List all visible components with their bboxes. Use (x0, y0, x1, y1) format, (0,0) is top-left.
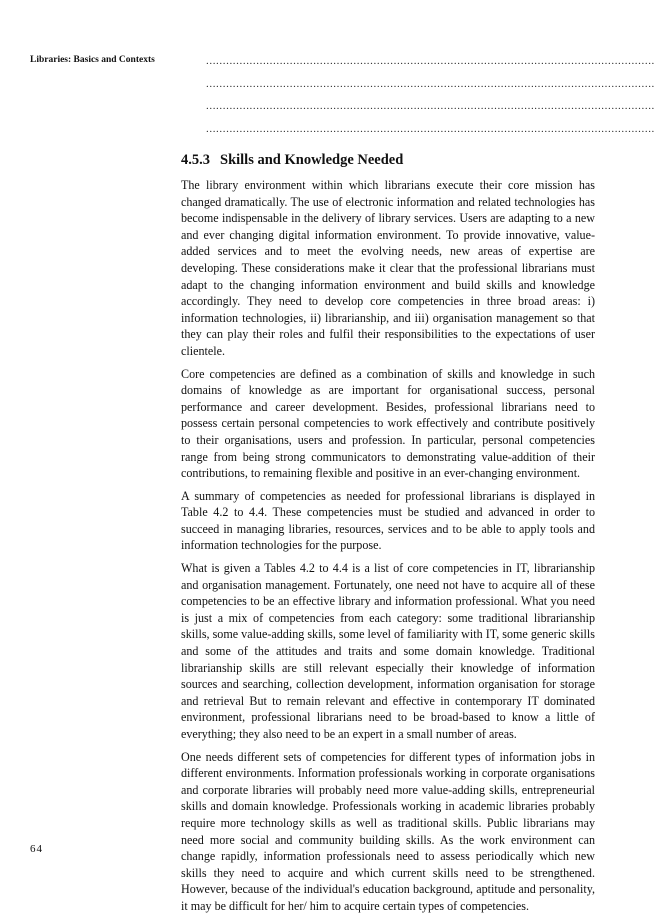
paragraph: The library environment within which librarians execute their core mission has changed dramatically. The use of electronic information and related technologies has become indispensable in the delivery of library services. Users are adapting to a new and ever changing digital information environment. To provide innovative, value-added services and to meet the evolving needs, new areas of expertise are developing. These considerations make it clear that the professional librarians must adapt to the changing information environment and build skills and knowledge accordingly. They need to develop core competencies in three broad areas: i) information technologies, ii) librarianship, and iii) organisation management so that they can play their roles and fulfil their responsibilities to the expectations of user clientele. (181, 178, 595, 358)
paragraph: One needs different sets of competencies for different types of information jobs in different environments. Information professionals working in corporate organisations and corporate libraries will probably need more value-adding skills, entrepreneurial skills and domain knowledge. Professionals working in academic libraries probably require more technology skills as well as traditional skills. Public librarians may need more social and community building skills. As the work environment can change rapidly, information professionals need to assess periodically which new skills they need to acquire and which current skills need to be strengthened. However, because of the individual's education background, aptitude and personality, it may be difficult for her/ him to acquire certain types of competencies. (181, 749, 595, 913)
section-heading (181, 152, 601, 169)
answer-line: ...................................................................................................................................... (206, 55, 655, 67)
page-number: 64 (30, 843, 43, 855)
running-head: Libraries: Basics and Contexts (30, 55, 155, 65)
section-title: Skills and Knowledge Needed (220, 152, 404, 168)
body-text (181, 177, 595, 921)
answer-line: ...................................................................................................................................... (206, 100, 655, 112)
answer-lines (206, 50, 655, 140)
paragraph: Core competencies are defined as a combination of skills and knowledge in such domains of knowledge as are important for organisational success, personal performance and career development. Besides, professional librarians need to possess certain personal competencies to work effectively and contribute positively to their organisations, users and profession. In particular, personal competencies range from being strong communicators to demonstrating value-addition of their contributions, to remaining flexible and positive in an ever-changing environment. (181, 366, 595, 481)
answer-line: ...................................................................................................................................... (206, 122, 655, 135)
paragraph: What is given a Tables 4.2 to 4.4 is a list of core competencies in IT, librarianship and organisation management. Fortunately, one need not have to acquire all of these competencies to be an effective library and information professional. What you need is just a mix of competencies from each category: some traditional librarianship skills, some value-adding skills, some level of familiarity with IT, some generic skills and some of the attitudes and traits and some domain knowledge. Traditional librarianship skills are still relevant especially their knowledge of information sources and searching, collection development, information organisation for storage and retrieval But to remain relevant and effective in contemporary IT dominated environment, professional librarians need to be broad-based to know a little of everything; they also need to be an expert in a small number of areas. (181, 561, 595, 741)
answer-line: ...................................................................................................................................... (206, 77, 655, 90)
paragraph: A summary of competencies as needed for professional librarians is displayed in Table 4.2 to 4.4. These competencies must be studied and advanced in order to succeed in managing libraries, resources, services and to be able to apply tools and information technologies for the purpose. (181, 488, 595, 553)
section-number: 4.5.3 (181, 152, 210, 168)
